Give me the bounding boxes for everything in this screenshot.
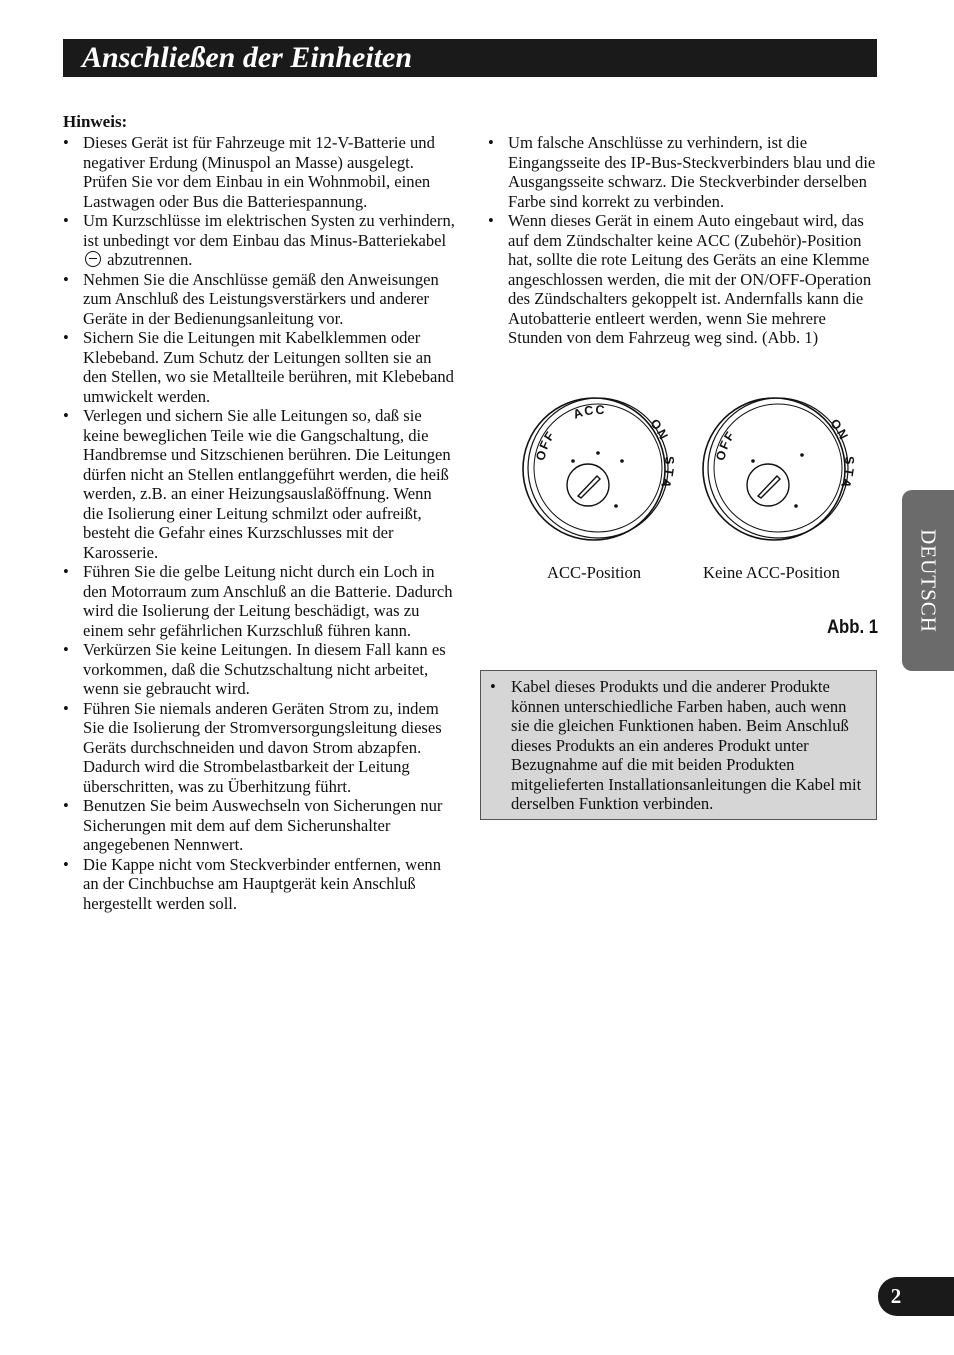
ignition-switch-acc-icon [518,395,676,540]
page-title-bar [63,39,877,77]
list-item: • Benutzen Sie beim Auswechseln von Sicherungen nur Sicherungen mit dem auf dem Sicherunshalter angegebenen Nennwert. [63,796,455,855]
minus-terminal-icon [85,251,101,267]
language-tab [902,490,954,671]
list-item: • Wenn dieses Gerät in einem Auto eingebaut wird, das auf dem Zündschalter keine ACC (Zubehör)-Position hat, sollte die rote Leitung des Geräts an eine Klemme angeschlossen werden, die mit der ON/OFF-Operation des Zündschalters gekoppelt ist. Andernfalls kann die Autobatterie entleert werden, wenn Sie mehrere Stunden von dem Fahrzeug weg sind. (Abb. 1) [488,211,878,348]
switch-label-off: OFF [713,428,739,462]
ignition-switch-figure [518,395,878,645]
list-item: • Kabel dieses Produkts und die anderer Produkte können unterschiedliche Farben haben, auch wenn sie die gleichen Funktionen haben. Beim Anschluß dieses Produkts an ein anderes Produkt unter Bezugnahme auf die mit beiden Produkten mitgelieferten Installationsanleitungen die Kabel mit derselben Funktion verbinden. [490,677,868,814]
list-item: • Dieses Gerät ist für Fahrzeuge mit 12-V-Batterie und negativer Erdung (Minuspol an Masse) ausgelegt. Prüfen Sie vor dem Einbau in ein Wohnmobil, einen Lastwagen oder Bus die Batteriespannung. [63,133,455,211]
caption-acc-position: ACC-Position [547,563,642,582]
switch-label-acc: ACC [571,402,607,422]
switch-label-start: STA [657,456,677,493]
figure-label: Abb. 1 [826,617,878,638]
note-heading: Hinweis: [63,112,128,131]
list-item: • Verkürzen Sie keine Leitungen. In diesem Fall kann es vorkommen, daß die Schutzschaltung nicht arbeitet, wenn sie gebraucht wird. [63,640,455,699]
list-item: • Um Kurzschlüsse im elektrischen Systen zu verhindern, ist unbedingt vor dem Einbau das Minus-Batteriekabel abzutrennen. [63,211,455,270]
notes-right-column [488,133,878,348]
page-number-badge [878,1277,954,1316]
notes-left-column [63,112,455,913]
info-box-list [490,677,868,814]
switch-label-off: OFF [533,428,559,462]
switch-label-on: ON [827,416,852,443]
info-box [480,670,877,820]
notes-list-left [63,133,455,913]
list-item: • Die Kappe nicht vom Steckverbinder entfernen, wenn an der Cinchbuchse am Hauptgerät kein Anschluß hergestellt werden soll. [63,855,455,914]
list-item: • Nehmen Sie die Anschlüsse gemäß den Anweisungen zum Anschluß des Leistungsverstärkers und anderer Geräte in der Bedienungsanleitung vor. [63,270,455,329]
list-item: • Führen Sie die gelbe Leitung nicht durch ein Loch in den Motorraum zum Anschluß an die Batterie. Dadurch wird die Isolierung der Leitung beschädigt, was zu einem sehr gefährlichen Kurzschluß führen kann. [63,562,455,640]
page-title: Anschließen der Einheiten [82,41,413,74]
notes-list-right [488,133,878,348]
list-item: • Um falsche Anschlüsse zu verhindern, ist die Eingangsseite des IP-Bus-Steckverbinders blau und die Ausgangsseite schwarz. Die Steckverbinder derselben Farbe sind korrekt zu verbinden. [488,133,878,211]
ignition-switch-diagrams [518,395,878,555]
list-item: • Führen Sie niemals anderen Geräten Strom zu, indem Sie die Isolierung der Stromversorgungsleitung dieses Geräts durchschneiden und davon Strom abzapfen. Dadurch wird die Strombelastbarkeit der Leitung überschritten, was zu Überhitzung führt. [63,699,455,797]
switch-label-on: ON [647,416,672,443]
list-item: • Sichern Sie die Leitungen mit Kabelklemmen oder Klebeband. Zum Schutz der Leitungen sollten sie an den Stellen, wo sie Metallteile berühren, mit Klebeband umwickelt werden. [63,328,455,406]
switch-label-start: STA [837,456,857,493]
page-number: 2 [890,1284,902,1308]
caption-no-acc-position: Keine ACC-Position [703,563,840,582]
language-tab-label: DEUTSCH [916,528,941,633]
list-item: • Verlegen und sichern Sie alle Leitungen so, daß sie keine beweglichen Teile wie die Gangschaltung, die Handbremse und Sitzschienen berühren. Die Leitungen dürfen nicht an Stellen entlanggeführt werden, die heiß werden, z.B. an einer Heizungsauslaßöffnung. Wenn die Isolierung einer Leitung schmilzt oder aufreißt, besteht die Gefahr eines Kurzschlusses mit der Karosserie. [63,406,455,562]
